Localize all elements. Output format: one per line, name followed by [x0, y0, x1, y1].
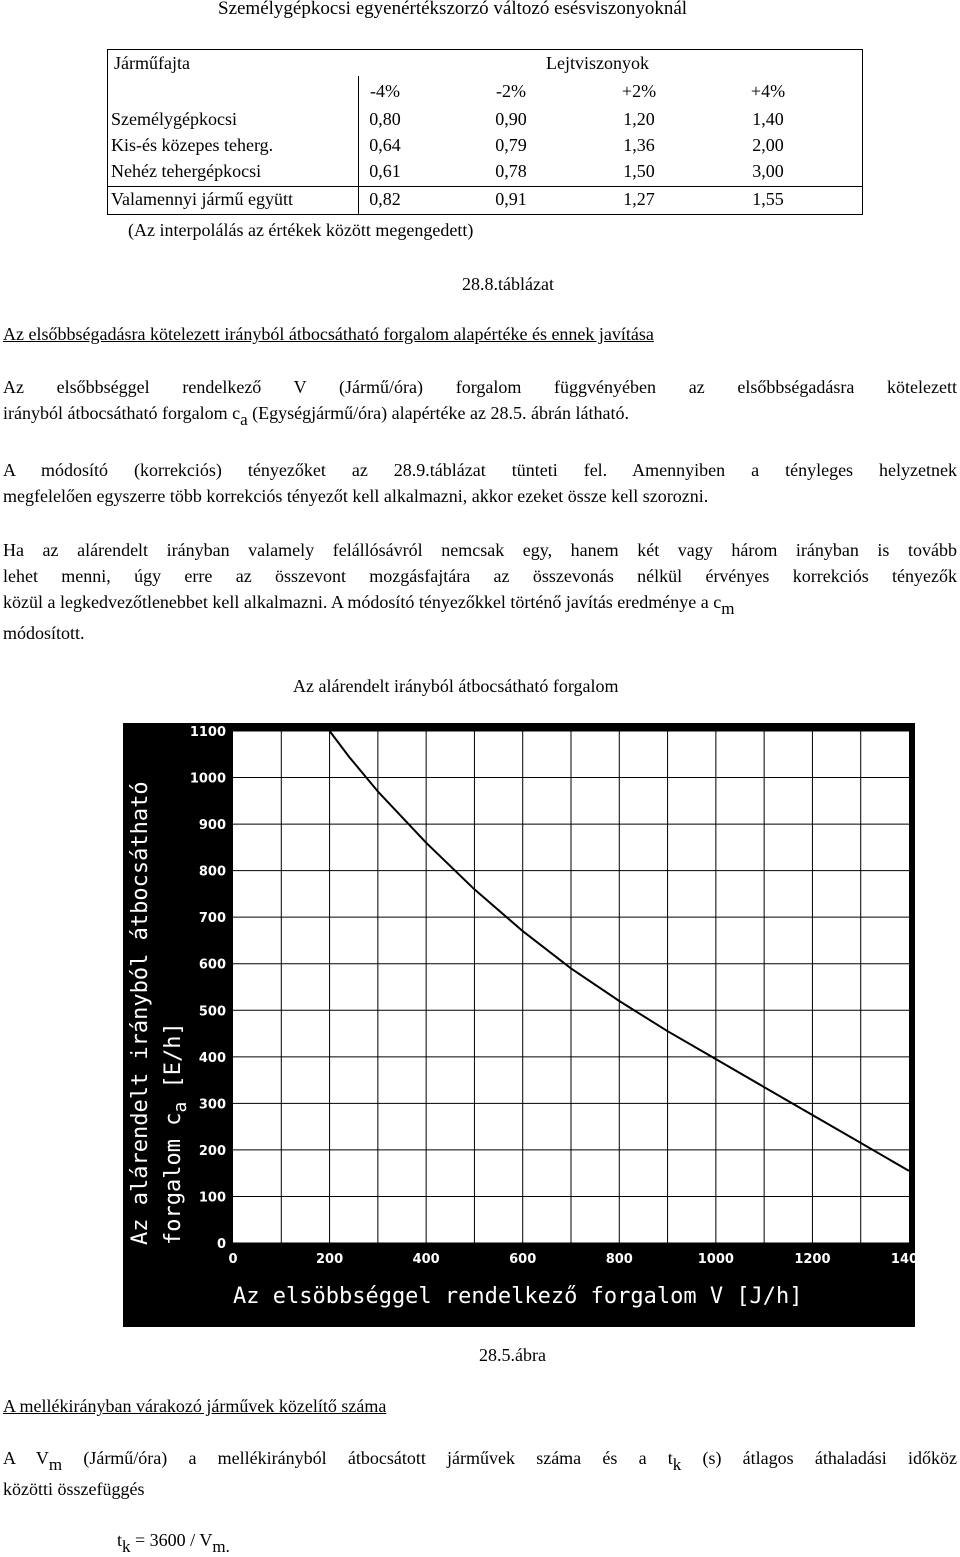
subscript: m	[48, 1455, 63, 1474]
y-tick-label: 700	[198, 911, 226, 927]
table-cell: 1,55	[752, 189, 784, 209]
table-cell: 0,64	[369, 135, 401, 155]
table-cell: 2,00	[752, 135, 784, 155]
text-span: = 3600 / V	[130, 1530, 213, 1550]
table-cell: 0,78	[495, 161, 527, 181]
text-span: t	[117, 1530, 123, 1550]
figure-title: Az alárendelt irányból átbocsátható forgalom	[293, 676, 619, 696]
y-tick-label: 900	[198, 818, 226, 834]
figure-caption: 28.5.ábra	[479, 1345, 546, 1365]
x-tick-label: 1400	[890, 1252, 928, 1267]
y-axis-label-part: forgalom c	[161, 1112, 186, 1245]
y-tick-label: 300	[198, 1097, 226, 1113]
table-cell: 3,00	[752, 161, 784, 181]
paragraph-line: Ha az alárendelt irányban valamely felállósávról nemcsak egy, hanem két vagy három irányban is tovább	[3, 540, 957, 560]
table-cell: 1,36	[623, 135, 655, 155]
table-cell: 1,20	[623, 109, 655, 129]
y-tick-label: 600	[198, 957, 226, 973]
x-tick-label: 1200	[794, 1252, 831, 1267]
col-header-slopes: Lejtviszonyok	[546, 53, 649, 73]
table-title: Személygépkocsi egyenértékszorzó változó esésviszonyoknál	[218, 0, 688, 19]
y-tick-label: 1100	[189, 725, 226, 740]
x-tick-label: 600	[509, 1252, 537, 1267]
y-tick-label: 100	[198, 1190, 226, 1206]
row-label: Személygépkocsi	[111, 109, 237, 129]
text-span: közül a legkedvezőtlenebbet kell alkalmazni. A módosító tényezőkkel történő javítás eredménye a c	[3, 592, 722, 612]
table-cell: 1,50	[623, 161, 655, 181]
table-cell: 1,27	[623, 189, 655, 209]
table-cell: 0,79	[495, 135, 527, 155]
interpolation-note: (Az interpolálás az értékek között megengedett)	[128, 220, 474, 240]
row-label: Nehéz tehergépkocsi	[111, 161, 262, 181]
y-tick-label: 0	[216, 1237, 226, 1252]
x-tick-label: 0	[228, 1252, 238, 1267]
table-caption: 28.8.táblázat	[462, 274, 554, 294]
x-tick-label: 800	[605, 1252, 633, 1267]
x-tick-label: 400	[412, 1252, 440, 1267]
subscript: a	[240, 410, 248, 429]
formula	[117, 1529, 230, 1556]
table-cell: 1,40	[752, 109, 784, 129]
text-span: (Jármű/óra) a mellékirányból átbocsátott járművek száma és a t	[62, 1448, 673, 1468]
y-axis-label-part: [E/h]	[161, 1022, 186, 1102]
table-cell: 0,91	[495, 189, 527, 209]
slope-header: +4%	[750, 81, 786, 101]
table-cell: 0,61	[369, 161, 401, 181]
slope-header: +2%	[621, 81, 657, 101]
y-axis-label: Az alárendelt irányból átbocsátható	[128, 781, 153, 1245]
table-cell: 0,82	[369, 189, 401, 209]
subscript: k	[122, 1537, 131, 1556]
table-cell: 0,90	[495, 109, 527, 129]
x-tick-label: 1000	[697, 1252, 734, 1267]
text-span: (s) átlagos áthaladási időköz	[681, 1448, 958, 1468]
slope-header: -4%	[370, 81, 400, 101]
text-span: (Egységjármű/óra) alapértéke az 28.5. ábrán látható.	[247, 403, 629, 423]
y-tick-label: 1000	[189, 771, 226, 787]
paragraph-line: Az elsőbbséggel rendelkező V (Jármű/óra) forgalom függvényében az elsőbbségadásra kötelezett	[3, 377, 957, 397]
y-tick-label: 500	[198, 1004, 226, 1020]
paragraph-line: A módosító (korrekciós) tényezőket az 28.9.táblázat tünteti fel. Amennyiben a tényleges helyzetnek	[3, 460, 957, 480]
y-tick-label: 400	[198, 1050, 226, 1066]
paragraph-line	[3, 1447, 958, 1474]
paragraph-line: módosított.	[3, 623, 85, 643]
row-label: Valamennyi jármű együtt	[111, 189, 293, 209]
slope-header: -2%	[496, 81, 526, 101]
row-label: Kis-és közepes teherg.	[111, 135, 274, 155]
x-tick-label: 200	[316, 1252, 344, 1267]
paragraph-line: megfelelően egyszerre több korrekciós tényezőt kell alkalmazni, akkor ezeket össze kell szorozni.	[3, 486, 709, 506]
subscript: m	[721, 599, 735, 618]
table-cell: 0,80	[369, 109, 401, 129]
y-tick-label: 800	[198, 864, 226, 880]
section-heading: A mellékirányban várakozó járművek közelítő száma	[3, 1396, 387, 1416]
paragraph-line: közötti összefüggés	[3, 1479, 145, 1499]
x-axis-label: Az elsöbbséggel rendelkező forgalom V [J/h]	[233, 1284, 803, 1309]
y-axis-label-subscript: a	[170, 1101, 191, 1113]
col-header-vehicle: Járműfajta	[114, 53, 190, 73]
text-span: irányból átbocsátható forgalom c	[3, 403, 241, 423]
text-span: A V	[3, 1448, 49, 1468]
section-heading: Az elsőbbségadásra kötelezett irányból átbocsátható forgalom alapértéke és ennek javítása	[3, 324, 654, 344]
subscript: k	[672, 1455, 682, 1474]
paragraph-line: lehet menni, úgy erre az összevont mozgásfajtára az összevonás nélkül érvényes korrekciós tényezők	[3, 566, 957, 586]
subscript: m.	[212, 1537, 230, 1556]
y-tick-label: 200	[198, 1143, 226, 1159]
